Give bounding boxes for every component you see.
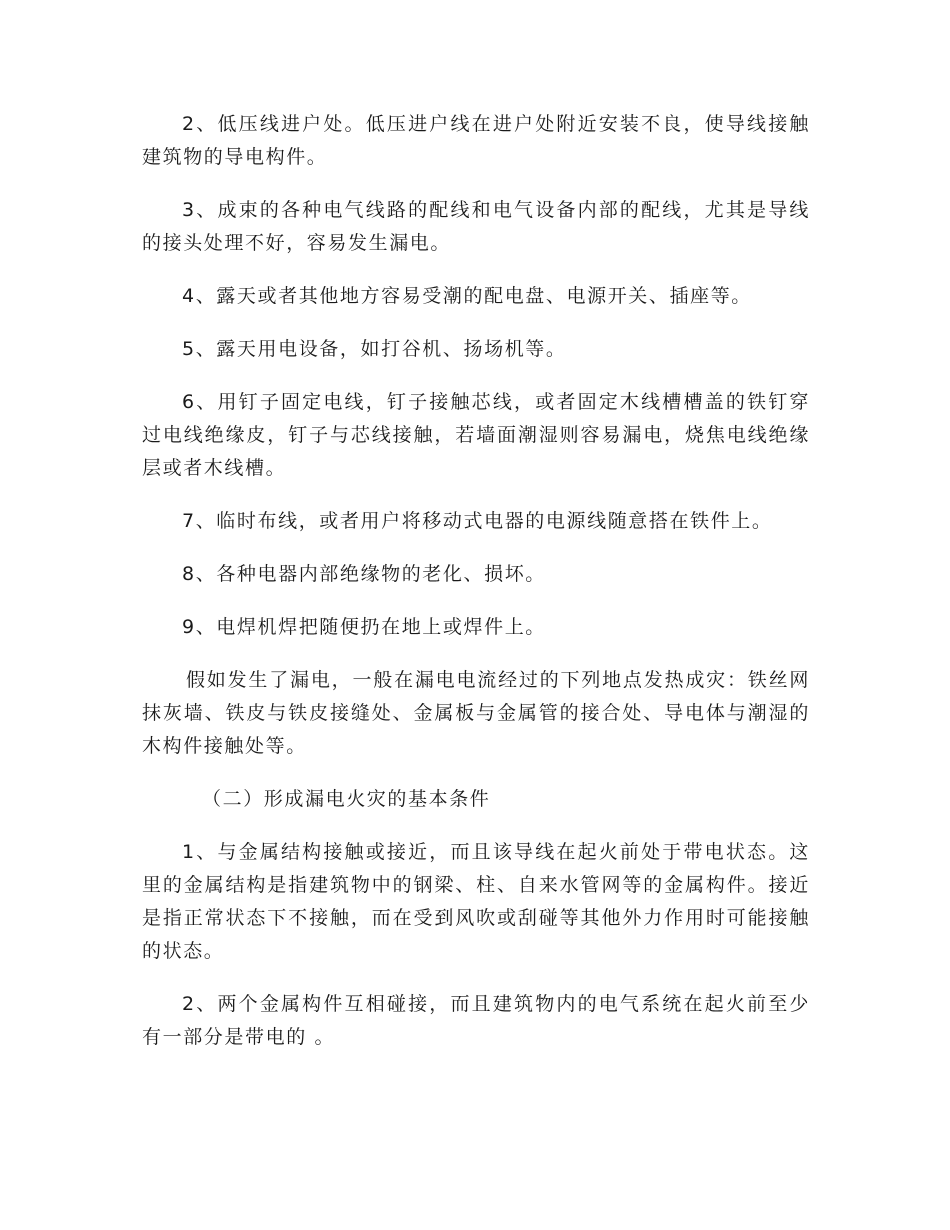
paragraph-leakage-locations: 假如发生了漏电，一般在漏电电流经过的下列地点发热成灾：铁丝网抹灰墙、铁皮与铁皮接缝处、金属板与金属管的接合处、导电体与潮湿的木构件接触处等。 (142, 669, 810, 757)
paragraph-item-6: 6、用钉子固定电线，钉子接触芯线，或者固定木线槽槽盖的铁钉穿过电线绝缘皮，钉子与芯线接触，若墙面潮湿则容易漏电，烧焦电线绝缘层或者木线槽。 (142, 391, 810, 479)
paragraph-item-3: 3、成束的各种电气线路的配线和电气设备内部的配线，尤其是导线的接头处理不好，容易发生漏电。 (142, 199, 810, 254)
paragraph-item-2: 2、低压线进户处。低压进户线在进户处附近安装不良，使导线接触建筑物的导电构件。 (142, 113, 810, 168)
condition-item-2: 2、两个金属构件互相碰接，而且建筑物内的电气系统在起火前至少有一部分是带电的 。 (142, 993, 810, 1048)
section-heading: （二）形成漏电火灾的基本条件 (202, 788, 491, 810)
paragraph-item-8: 8、各种电器内部绝缘物的老化、损坏。 (182, 563, 546, 585)
paragraph-item-5: 5、露天用电设备，如打谷机、扬场机等。 (182, 338, 567, 360)
paragraph-item-7: 7、临时布线，或者用户将移动式电器的电源线随意搭在铁件上。 (182, 510, 773, 532)
paragraph-item-4: 4、露天或者其他地方容易受潮的配电盘、电源开关、插座等。 (182, 285, 752, 307)
document-body (142, 108, 810, 1074)
paragraph-item-9: 9、电焊机焊把随便扔在地上或焊件上。 (182, 616, 546, 638)
condition-item-1: 1、与金属结构接触或接近，而且该导线在起火前处于带电状态。这里的金属结构是指建筑物中的钢梁、柱、自来水管网等的金属构件。接近是指正常状态下不接触，而在受到风吹或刮碰等其他外力作用时可能接触的状态。 (142, 841, 810, 962)
